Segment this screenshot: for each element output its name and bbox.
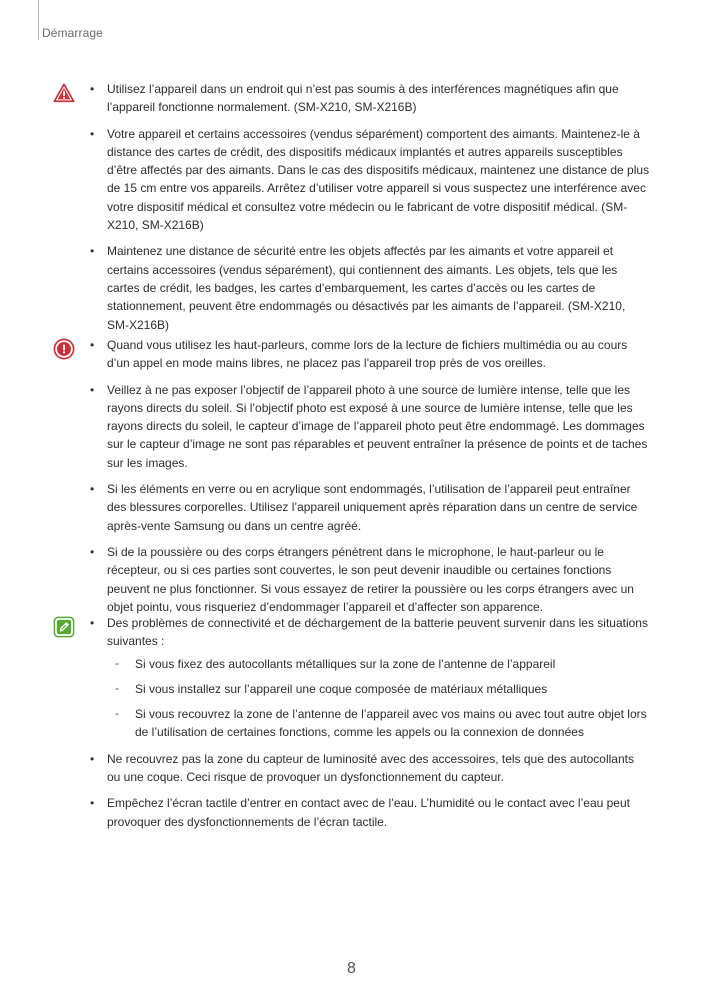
caution-list <box>90 336 650 624</box>
sub-list <box>107 655 650 742</box>
list-item: • Quand vous utilisez les haut-parleurs, comme lors de la lecture de fichiers multimédia ou au cours d’un appel en mode mains libres, ne placez pas l’appareil trop près de vos oreilles. <box>90 336 650 373</box>
list-item: • Si de la poussière ou des corps étrangers pénètrent dans le microphone, le haut-parleur ou le récepteur, ou si ces parties sont couvertes, le son peut devenir inaudible ou certaines fonctions peuvent ne plus fonctionner. Si vous essayez de retirer la poussière ou les corps étrangers avec un objet pointu, vous risqueriez d’endommager l’appareil et d’affecter son apparence. <box>90 543 650 616</box>
list-item: • Maintenez une distance de sécurité entre les objets affectés par les aimants et votre appareil et certains accessoires (vendus séparément), qui contiennent des aimants. Les objets, tels que les cartes de crédit, les badges, les cartes d’embarquement, les cartes d’accès ou les cartes de stationnement, peuvent être endommagés ou désactivés par les aimants de l’appareil. (SM-X210, SM-X216B) <box>90 242 650 333</box>
list-item: • Votre appareil et certains accessoires (vendus séparément) comportent des aimants. Maintenez-le à distance des cartes de crédit, des dispositifs médicaux implantés et autres appareils susceptibles d’être affectés par des aimants. Dans le cas des dispositifs médicaux, maintenez une distance de plus de 15 cm entre vos appareils. Arrêtez d’utiliser votre appareil si vous suspectez une interférence avec votre dispositif médical et consultez votre médecin ou le fabricant de votre dispositif médical. (SM-X210, SM-X216B) <box>90 125 650 235</box>
list-item: • Utilisez l’appareil dans un endroit qui n’est pas soumis à des interférences magnétiques afin que l’appareil fonctionne normalement. (SM-X210, SM-X216B) <box>90 80 650 117</box>
warning-list <box>90 80 650 342</box>
list-item <box>90 614 650 742</box>
warning-triangle-icon <box>53 82 75 104</box>
list-item: • Ne recouvrez pas la zone du capteur de luminosité avec des accessoires, tels que des autocollants ou une coque. Ceci risque de provoquer un dysfonctionnement du capteur. <box>90 750 650 787</box>
list-item: • Empêchez l’écran tactile d’entrer en contact avec de l’eau. L’humidité ou le contact avec l’eau peut provoquer des dysfonctionnements de l’écran tactile. <box>90 794 650 831</box>
header-divider <box>38 0 39 40</box>
note-pencil-icon <box>53 616 75 638</box>
sub-list-item: - Si vous fixez des autocollants métalliques sur la zone de l’antenne de l’appareil <box>107 655 650 673</box>
caution-exclamation-icon <box>53 338 75 360</box>
page-number: 8 <box>347 960 356 977</box>
sub-list-item: - Si vous recouvrez la zone de l’antenne de l’appareil avec vos mains ou avec tout autre objet lors de l’utilisation de certaines fonctions, comme les appels ou la connexion de données <box>107 705 650 742</box>
list-item-text: Des problèmes de connectivité et de déchargement de la batterie peuvent survenir dans les situations suivantes : <box>107 616 648 649</box>
section-title: Démarrage <box>42 26 103 40</box>
list-item: • Veillez à ne pas exposer l’objectif de l’appareil photo à une source de lumière intense, telle que les rayons directs du soleil. Si l’objectif photo est exposé à une source de lumière intense, telle que les rayons directs du soleil, le capteur d’image de l’appareil photo peut être endommagé. Les dommages sur le capteur d’image ne sont pas réparables et peuvent entraîner la présence de points et de taches sur les images. <box>90 381 650 472</box>
list-item: • Si les éléments en verre ou en acrylique sont endommagés, l’utilisation de l’appareil peut entraîner des blessures corporelles. Utilisez l’appareil uniquement après réparation dans un centre de service après-vente Samsung ou dans un centre agréé. <box>90 480 650 535</box>
note-list <box>90 614 650 839</box>
sub-list-item: - Si vous installez sur l’appareil une coque composée de matériaux métalliques <box>107 680 650 698</box>
